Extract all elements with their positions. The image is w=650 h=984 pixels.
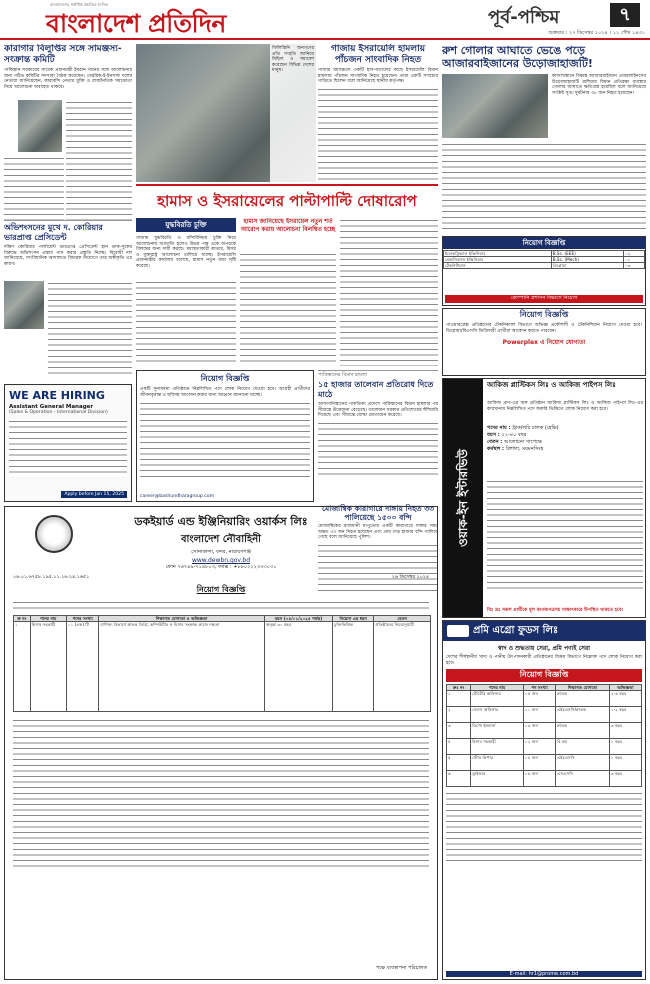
- hamas-subhead: যুদ্ধবিরতি চুক্তি: [136, 218, 236, 232]
- promi-table-cell: হিসাব সহকারী: [471, 739, 524, 755]
- promi-table-cell: ১ বছর: [609, 739, 641, 755]
- karachi-headline: কারাগার বিলুপ্তির সঙ্গে সামঞ্জস্য-সংক্রান্ত কমিটি: [4, 44, 122, 65]
- afghan-body-continued: [318, 421, 438, 479]
- table-row: [447, 723, 642, 739]
- promi-table-cell: ৬: [447, 771, 471, 787]
- promi-table-cell: ২: [447, 707, 471, 723]
- promi-instructions: [446, 791, 642, 861]
- job-small-cell: B.Sc. (EEE): [551, 251, 623, 257]
- hamas-body-col3: [340, 218, 438, 366]
- promi-table-header: পদের নাম: [471, 685, 524, 691]
- list-item: [487, 425, 643, 432]
- dockyard-table: [13, 615, 431, 712]
- dockyard-notice-title: নিয়োগ বিজ্ঞপ্তি: [196, 585, 246, 594]
- akij-field-label: পদের নাম :: [487, 425, 513, 431]
- karachi-body-continued: [66, 100, 132, 220]
- job-small-title: নিয়োগ বিজ্ঞপ্তি: [443, 237, 645, 249]
- promi-table-cell: স্নাতক: [556, 691, 610, 707]
- hiring-role: Assistant General Manager: [9, 404, 94, 410]
- photo-caption: [270, 44, 316, 182]
- recruit-email[interactable]: career@bashundharagroup.com: [140, 494, 215, 499]
- powerplex-ad: [442, 308, 646, 376]
- dockyard-table-header: নিয়োগ এর ধরন: [333, 616, 374, 622]
- hiring-requirements: [9, 419, 127, 477]
- promi-table-cell: বি.কম: [556, 739, 610, 755]
- job-small-table: [443, 250, 645, 269]
- plane-body-continued: [442, 142, 646, 232]
- dockyard-table-cell: ০১ (এক) টি: [66, 622, 99, 712]
- plane-headline: রুশ গোলার আঘাতে ভেঙে পড়ে আজারবাইজানের উড়োজাহাজটি!: [442, 44, 593, 70]
- powerplex-body: পাওয়ারপ্লেক্স প্রতিষ্ঠানের টেকনিক্যাল বিভাগে অভিজ্ঞ প্রকৌশলী ও টেকনিশিয়ান নিয়োগ দেওয়া হবে। ডিপ্লোমা/বিএসসি ডিগ্রিধারী প্রার্থীরা আবেদন করতে পারবেন।: [446, 323, 642, 334]
- dockyard-notice: [4, 506, 438, 980]
- plane-body: কাজাখস্তানে বিধ্বস্ত আজারবাইজান এয়ারলাইনসের উড়োজাহাজটি রাশিয়ার বিমান প্রতিরক্ষা ব্যবস্থার গোলার আঘাতে ক্ষতিগ্রস্ত হয়েছিল বলে জানিয়েছে সংশ্লিষ্ট সূত্র। দুর্ঘটনায় ৩৮ জন নিহত হয়েছেন।: [552, 74, 646, 96]
- promi-table-cell: সেলস অফিসার: [471, 707, 524, 723]
- hiring-sub: (Sales & Operation - International Division): [9, 410, 108, 415]
- recruit-notice-center: [136, 370, 314, 502]
- table-row: [447, 739, 642, 755]
- promi-table-cell: স্টোর কিপার: [471, 755, 524, 771]
- promi-ad: [442, 620, 646, 980]
- akij-ad: [442, 378, 646, 618]
- job-small-cell: টেকনিশিয়ান: [444, 263, 552, 269]
- hamas-headline-bar: [136, 184, 438, 216]
- hiring-deadline: Apply before Jan 15, 2025: [61, 491, 127, 498]
- list-item: [487, 439, 643, 446]
- hiring-title: WE ARE HIRING: [9, 389, 105, 402]
- afghan-article: [318, 370, 438, 500]
- akij-note: বিঃ দ্রঃ সকল প্রার্থীকে মূল কাগজপত্রসহ সাক্ষাৎকারে উপস্থিত থাকতে হবে।: [487, 608, 624, 613]
- gaza-body: গাজার মধ্যাঞ্চলে একটি হাসপাতালের কাছে ইসরায়েলি বিমান হামলায় পাঁচজন সাংবাদিক নিহত হয়েছেন। তারা একটি সম্প্রচার গাড়িতে ছিলেন বলে জানিয়েছে স্থানীয় কর্তৃপক্ষ।: [318, 68, 438, 85]
- dockyard-title: ডকইয়ার্ড এন্ড ইঞ্জিনিয়ারিং ওয়ার্কস লিঃ: [134, 515, 308, 528]
- dockyard-phone: ফোন ৭৬৭৪৯-৭১৪৮০৩, ফ্যাক্স : +৮৮০২২২৩৩৩০৩১: [165, 564, 277, 570]
- dockyard-subtitle: বাংলাদেশ নৌবাহিনী: [180, 534, 262, 545]
- akij-title: আকিজ প্লাস্টিকস লিঃ ও আকিজ পাইপস লিঃ: [487, 381, 616, 389]
- promi-table-cell: টেরিটরি অফিসার: [471, 691, 524, 707]
- job-small-cell: ডিপ্লোমা: [551, 263, 623, 269]
- promi-table-cell: ৩ বছর: [609, 723, 641, 739]
- section-title: পূর্ব-পশ্চিম: [488, 7, 560, 28]
- promi-table-header: ক্রঃ নং: [447, 685, 471, 691]
- promi-table-cell: ২-৩ বছর: [609, 691, 641, 707]
- table-row: [447, 771, 642, 787]
- powerplex-title: নিয়োগ বিজ্ঞপ্তি: [519, 310, 569, 319]
- court-body: দক্ষিণ কোরিয়ার পার্লামেন্ট ভারপ্রাপ্ত প্রেসিডেন্ট হান ডাক-সুকের বিরুদ্ধে অভিশংসন প্রস্তাব পাস করার প্রস্তুতি নিচ্ছে। বিরোধী দল জানিয়েছে, সাংবিধানিক আদালতে বিচারক নিয়োগে তার অস্বীকৃতি এর কারণ।: [4, 245, 132, 267]
- navy-emblem-icon: [35, 515, 73, 553]
- issue-date: শুক্রবার । ২৭ ডিসেম্বর ২০২৪ । ১২ পৌষ ১৪৩১: [548, 30, 645, 36]
- hamas-article: [136, 218, 438, 368]
- promi-table-cell: ১ বছর: [609, 755, 641, 771]
- job-small-bar: কোম্পানি প্রশাসন বিভাগে নিয়োগ: [445, 295, 643, 303]
- promi-table-cell: ৪: [447, 739, 471, 755]
- mozambique-body: মোজাম্বিকের রাজধানী মাপুতোর একটি কারাগারে দাঙ্গার সময় অন্তত ৩৩ জন নিহত হয়েছেন এবং প্রায় দেড় হাজার বন্দি পালিয়ে গেছে বলে জানিয়েছে পুলিশ।: [318, 524, 438, 541]
- list-item: [487, 446, 643, 453]
- promi-title: প্রমি এগ্রো ফুডস লিঃ: [473, 624, 559, 636]
- promi-table-cell: ০৬ জন: [524, 771, 556, 787]
- job-small-ad: [442, 236, 646, 306]
- dockyard-website[interactable]: www.dewbn.gov.bd: [191, 557, 251, 564]
- dockyard-table-header: বয়স (০৫/০১/২০২৫ পর্যন্ত): [264, 616, 332, 622]
- promi-table-cell: স্নাতক: [556, 723, 610, 739]
- promi-email[interactable]: E-mail: hr1@prome.com.bd: [446, 971, 642, 977]
- promi-table-cell: ০২ জন: [524, 739, 556, 755]
- plane-article: [442, 44, 646, 234]
- logo-tagline: বাংলাদেশের সর্বাধিক প্রচারিত দৈনিক: [50, 2, 108, 7]
- promi-table-cell: ০৫ জন: [524, 691, 556, 707]
- mozambique-headline: মোজাম্বিক কারাগারে দাঙ্গায় নিহত ৩৩ পালিয়েছে ১৫০০ বন্দি: [321, 504, 435, 522]
- promi-table-cell: ০৪ জন: [524, 755, 556, 771]
- table-row: [14, 622, 431, 712]
- akij-schedule: [487, 479, 643, 589]
- newspaper-logo: বাংলাদেশ প্রতিদিন: [46, 9, 226, 38]
- hamas-body-col2: [240, 252, 336, 366]
- akij-field-value: ত্রিশাল, ময়মনসিংহ: [505, 446, 544, 452]
- imran-khan-photo: [18, 100, 62, 152]
- court-article: [4, 220, 132, 380]
- promi-table-cell: ৩: [447, 723, 471, 739]
- dockyard-table-header: বেতন: [374, 616, 431, 622]
- hiring-ad: [4, 384, 132, 502]
- dockyard-table-cell: চুক্তিভিত্তিক: [333, 622, 374, 712]
- dockyard-table-cell: ১: [14, 622, 31, 712]
- hamas-body-col1: [136, 280, 236, 366]
- dockyard-signature: পক্ষে ব্যবস্থাপনা পরিচালক: [375, 965, 427, 971]
- akij-field-label: বেতন :: [487, 439, 505, 445]
- afghan-body: আফগানিস্তানের পাকতিকা প্রদেশে পাকিস্তানের বিমান হামলার পর সীমান্তে উত্তেজনা বেড়েছে। তালেবান সরকার প্রতিশোধের হুঁশিয়ারি দিয়েছে এবং সীমান্তে যোদ্ধা মোতায়েন করেছে।: [318, 402, 438, 419]
- dockyard-table-cell: বাণিজ্য বিভাগে স্নাতক ডিগ্রি; কম্পিউটার ও হিসাব সংক্রান্ত কাজে দক্ষতা: [99, 622, 265, 712]
- dockyard-address: সোনাকান্দা, বন্দর, নারায়ণগঞ্জ: [191, 549, 251, 555]
- promi-table-cell: ০৩ জন: [524, 723, 556, 739]
- promi-table-cell: ৫: [447, 755, 471, 771]
- recruit-title: নিয়োগ বিজ্ঞপ্তি: [200, 374, 250, 383]
- powerplex-subtitle: Powerplex এ নিয়োগ যোগ্যতা: [502, 339, 586, 347]
- promi-table-header: পদ সংখ্যা: [524, 685, 556, 691]
- dockyard-table-cell: প্রতিষ্ঠানের নিয়মানুযায়ী: [374, 622, 431, 712]
- karachi-article: [4, 44, 132, 228]
- court-body-continued: [48, 281, 132, 377]
- dockyard-conditions: [13, 718, 429, 868]
- akij-field-label: কর্মস্থল :: [487, 446, 506, 452]
- job-small-cell: B.Sc. (Mech): [551, 257, 623, 263]
- table-row: [447, 755, 642, 771]
- job-small-cell: ০২: [624, 251, 645, 257]
- promi-table-cell: এইচএসসি: [556, 755, 610, 771]
- promi-table-cell: ড্রাইভার: [471, 771, 524, 787]
- korea-president-photo: [4, 281, 44, 329]
- dockyard-table-header: পদের নাম: [30, 616, 66, 622]
- job-small-cell: ০১: [624, 257, 645, 263]
- afghan-kicker: পাকিস্তানের বিমান হামলা: [318, 372, 368, 378]
- promi-tagline: স্বাদ ও শুদ্ধতায় সেরা, প্রমি পণ্যই সেরা: [497, 645, 591, 652]
- job-small-cell: মেকানিক্যাল ইঞ্জিনিয়ার: [444, 257, 552, 263]
- karachi-body-tail: [4, 156, 64, 220]
- akij-body: আকিজ গ্রুপ-এর অঙ্গ প্রতিষ্ঠান আকিজ প্লাস্টিকস লিঃ ও আকিজ পাইপস লিঃ-এর কারখানায় নিম্নলিখিত পদে জরুরি ভিত্তিতে লোক নিয়োগ করা হবে।: [487, 401, 643, 412]
- masthead: [0, 0, 650, 40]
- akij-field-value: আলোচনা সাপেক্ষে: [504, 439, 542, 445]
- dockyard-table-header: পদের সংখ্যা: [66, 616, 99, 622]
- promi-table-cell: ৩ বছর: [609, 771, 641, 787]
- recruit-body: একটি সুনামধন্য প্রতিষ্ঠানে নিম্নলিখিত পদে লোক নিয়োগ দেওয়া হবে। আগ্রহী প্রার্থীদের জীবনবৃত্তান্ত ও ছবিসহ আবেদন করার জন্য আহ্বান জানানো যাচ্ছে।: [140, 387, 310, 398]
- dockyard-ref: ০৬.০১.৬৭৫৮.১৯৫.১১.২৬.২৪.১৬৫১: [13, 575, 90, 580]
- promi-table-cell: ১-২ বছর: [609, 707, 641, 723]
- table-row: [444, 263, 645, 269]
- table-row: [447, 691, 642, 707]
- recruit-details: [140, 401, 310, 481]
- promi-table-cell: এইচএসসি/স্নাতক: [556, 707, 610, 723]
- hamas-body: গাজায় যুদ্ধবিরতি ও বন্দিবিনিময় চুক্তি নিয়ে আলোচনায় অগ্রগতি হলেও উভয় পক্ষ একে অপরকে বিলম্বের জন্য দায়ী করছে। মধ্যস্থতাকারী কাতার, মিসর ও যুক্তরাষ্ট্র আলোচনা চালিয়ে যাচ্ছে। ইসরায়েলি প্রধানমন্ত্রীর কার্যালয় বলেছে, হামাস নতুন বাধা সৃষ্টি করেছে।: [136, 236, 236, 269]
- dockyard-date: ২৬ ডিসেম্বর ২০২৪: [391, 575, 429, 580]
- court-headline: অভিশংসনের মুখে দ. কোরিয়ার ভারপ্রাপ্ত প্রেসিডেন্ট: [4, 223, 103, 242]
- promi-table-cell: ডিপো ইনচার্জ: [471, 723, 524, 739]
- akij-field-value: ২২-৪০ বছর: [501, 432, 527, 438]
- gaza-headline: গাজায় ইসরায়েলি হামলায় পাঁচজন সাংবাদিক নিহত: [330, 44, 426, 65]
- list-item: [487, 432, 643, 439]
- akij-fields: [487, 425, 643, 453]
- gaza-body-continued: [318, 87, 438, 187]
- promi-intro: দেশের শীর্ষস্থানীয় খাদ্য ও পানীয় উৎপাদনকারী প্রতিষ্ঠানের বিক্রয় বিভাগে নিম্নোক্ত পদে লোক নিয়োগ করা হবে।: [446, 655, 642, 666]
- dockyard-intro: [13, 600, 429, 612]
- hamas-headline: হামাস ও ইসরায়েলের পাল্টাপাল্টি দোষারোপ: [157, 192, 417, 210]
- promi-table: [446, 684, 642, 787]
- dockyard-table-header: শিক্ষাগত যোগ্যতা ও অভিজ্ঞতা: [99, 616, 265, 622]
- promi-table-header: শিক্ষাগত যোগ্যতা: [556, 685, 610, 691]
- akij-banner: ওয়াক-ইন ইন্টারভিউ: [443, 379, 483, 617]
- promi-table-cell: এসএসসি: [556, 771, 610, 787]
- karachi-body: পাকিস্তান সরকারের সাবেক প্রধানমন্ত্রী ইমরান খানের সঙ্গে আলোচনার জন্য গঠিত কমিটির সদস্যরা বৈঠক করেছেন। তেহরিক-ই-ইনসাফ দলের নেতারা জানিয়েছেন, কারাবন্দি নেতার মুক্তি ও রাজনৈতিক সমঝোতা নিয়ে আলোচনা অব্যাহত থাকবে।: [4, 68, 132, 90]
- photo-caption-text: ফিলিস্তিনি জনগণের প্রতি সংহতি জানিয়ে মিছিল ও সমাবেশ করেছেন বিভিন্ন দেশের মানুষ।: [272, 46, 314, 74]
- dockyard-table-header: ক্র নং: [14, 616, 31, 622]
- promi-table-cell: ১০ জন: [524, 707, 556, 723]
- crash-photo: [442, 74, 548, 138]
- hamas-pullquote: হামাস জানিয়েছে ইসরায়েল নতুন শর্ত আরোপ করায় আলোচনা বিলম্বিত হচ্ছে: [240, 218, 336, 233]
- job-small-cell: ইলেকট্রিক্যাল ইঞ্জিনিয়ার: [444, 251, 552, 257]
- afghan-headline: ১৫ হাজার তালেবান প্রতিরোধ দিতে মাঠে: [318, 380, 434, 399]
- akij-field-label: বয়স :: [487, 432, 502, 438]
- dockyard-table-cell: অনূর্ধ্ব ৩০ বছর: [264, 622, 332, 712]
- promi-notice-title: নিয়োগ বিজ্ঞপ্তি: [446, 669, 642, 682]
- page-number: ৭: [610, 3, 640, 27]
- table-row: [447, 707, 642, 723]
- promi-table-header: অভিজ্ঞতা: [609, 685, 641, 691]
- promi-table-cell: ১: [447, 691, 471, 707]
- dockyard-table-cell: হিসাব সহকারী: [30, 622, 66, 712]
- job-small-cell: ০৩: [624, 263, 645, 269]
- akij-field-value: ট্রাক/লরি চালক (হেভি): [512, 425, 559, 431]
- promi-logo-icon: [447, 625, 469, 637]
